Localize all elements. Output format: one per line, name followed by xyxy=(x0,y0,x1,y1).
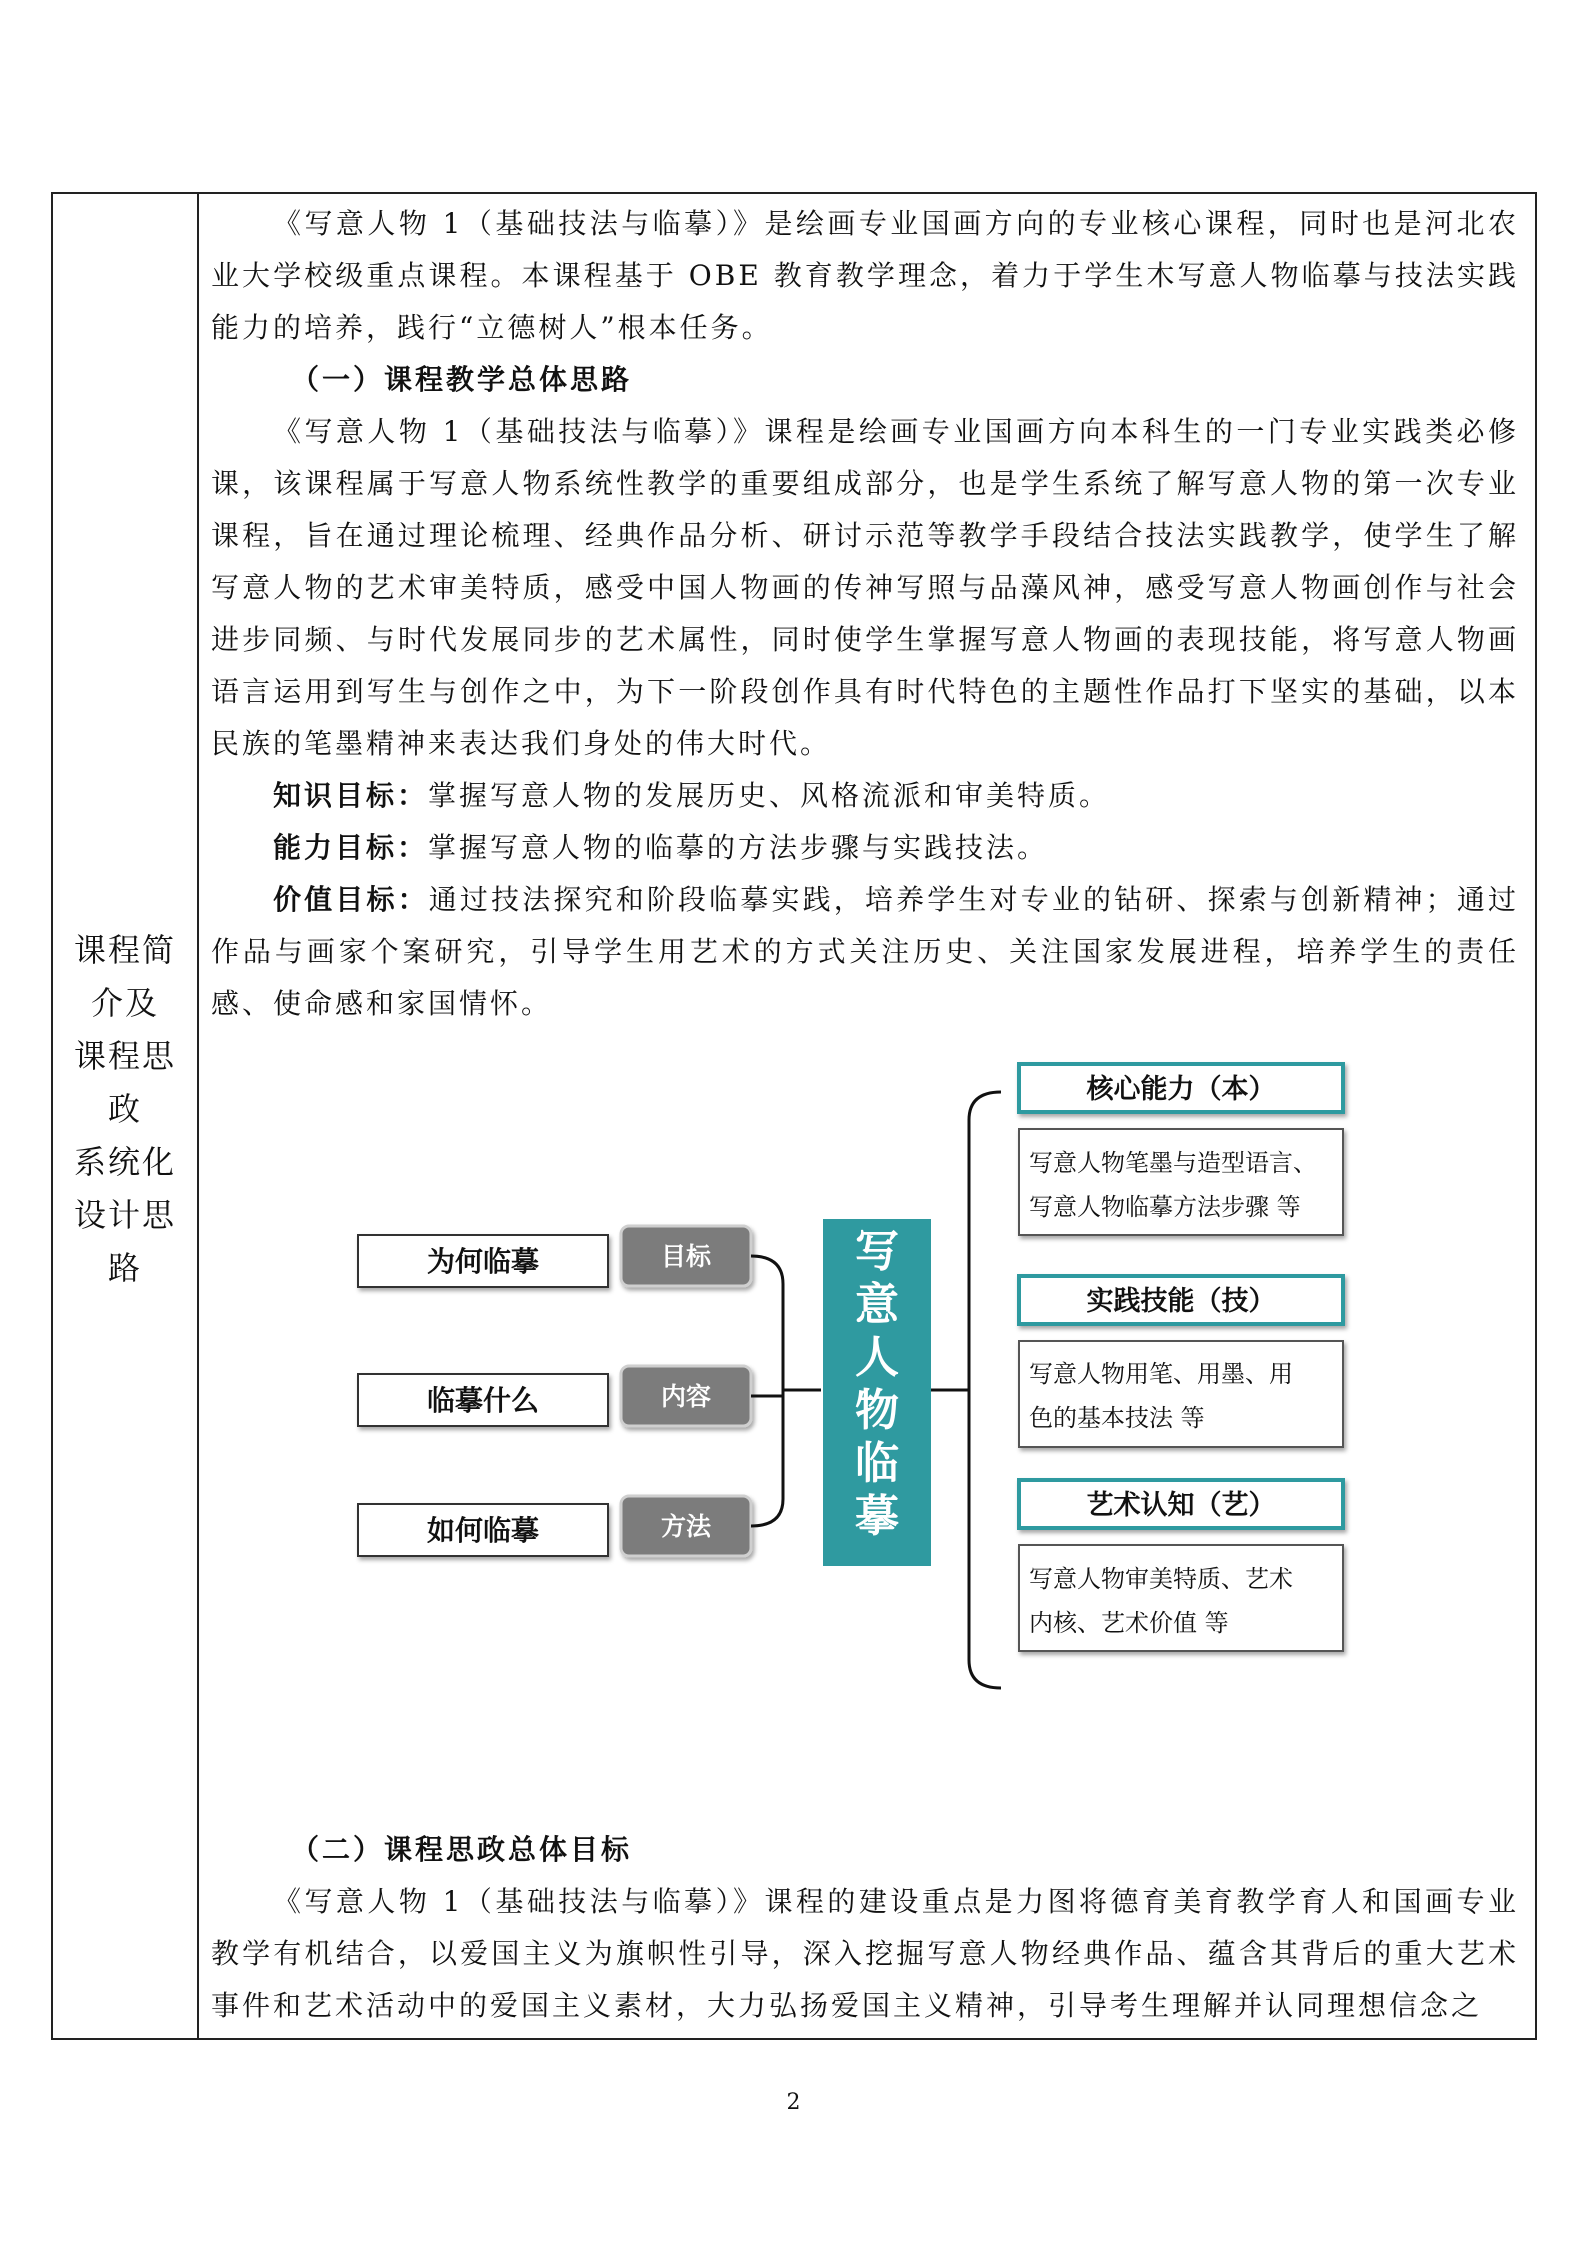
row-header-label xyxy=(53,924,197,1295)
outcome-line: 写意人物审美特质、艺术 xyxy=(1029,1565,1293,1593)
row-header-line: 课程简 xyxy=(73,931,176,969)
tag-text: 目标 xyxy=(660,1242,712,1271)
outcome-line: 写意人物用笔、用墨、用 xyxy=(1029,1360,1293,1388)
outcome-art-cognition xyxy=(1019,1480,1343,1651)
outcome-line: 内核、艺术价值 等 xyxy=(1029,1609,1229,1637)
section-heading-2: （二）课程思政总体目标 xyxy=(291,1833,633,1866)
value-goal-text: 通过技法探究和阶段临摹实践，培养学生对专业的钻研、探索与创新精神；通过作品与画家个案研究，引导学生用艺术的方式关注历史、关注国家发展进程，培养学生的责任感、使命感和家国情怀。 xyxy=(211,883,1519,1020)
center-char: 人 xyxy=(855,1332,899,1383)
row-header-line: 介及 xyxy=(90,984,159,1022)
column-divider xyxy=(197,194,199,2038)
right-bracket xyxy=(931,1092,1001,1688)
course-concept-diagram xyxy=(211,1044,1541,1744)
left-bracket xyxy=(751,1256,821,1526)
overview-paragraph: 《写意人物 1（基础技法与临摹）》课程是绘画专业国画方向本科生的一门专业实践类必修课，该课程属于写意人物系统性教学的重要组成部分，也是学生系统了解写意人物的第一次专业课程，旨在通过理论梳理、经典作品分析、研讨示范等教学手段结合技法实践教学，使学生了解写意人物的艺术审美特质，感受中国人物画的传神写照与品藻风神，感受写意人物画创作与社会进步同频、与时代发展同步的艺术属性，同时使学生掌握写意人物画的表现技能，将写意人物画语言运用到写生与创作之中，为下一阶段创作具有时代特色的主题性作品打下坚实的基础，以本民族的笔墨精神来表达我们身处的伟大时代。 xyxy=(211,415,1519,760)
value-goal xyxy=(211,874,1519,1030)
center-char: 摹 xyxy=(855,1491,899,1542)
tag-method xyxy=(621,1496,751,1556)
row-header-line: 设计思 xyxy=(73,1196,176,1234)
outcome-title: 艺术认知（艺） xyxy=(1086,1490,1276,1521)
center-char: 物 xyxy=(855,1385,899,1436)
outcome-line: 写意人物临摹方法步骤 等 xyxy=(1029,1193,1301,1221)
outcome-line: 写意人物笔墨与造型语言、 xyxy=(1029,1149,1317,1177)
section-heading-1: （一）课程教学总体思路 xyxy=(291,363,633,396)
question-box-why xyxy=(358,1235,608,1287)
tag-content xyxy=(621,1366,751,1426)
ability-goal-lead: 能力目标： xyxy=(273,831,429,864)
outcome-core-ability xyxy=(1019,1064,1343,1235)
question-text: 如何临摹 xyxy=(426,1514,540,1547)
center-char: 写 xyxy=(855,1226,899,1277)
value-goal-lead: 价值目标： xyxy=(273,883,429,916)
question-box-what xyxy=(358,1374,608,1426)
question-text: 临摹什么 xyxy=(426,1384,540,1417)
intro-paragraph: 《写意人物 1（基础技法与临摹）》是绘画专业国画方向的专业核心课程，同时也是河北农业大学校级重点课程。本课程基于 OBE 教育教学理念，着力于学生木写意人物临摹与技法实践能力的培养，践行“立德树人”根本任务。 xyxy=(211,207,1519,344)
knowledge-goal xyxy=(211,770,1519,822)
row-header-line: 课程思 xyxy=(73,1037,176,1075)
center-title-bar xyxy=(823,1219,931,1566)
row-header-line: 路 xyxy=(107,1249,142,1287)
tag-goal xyxy=(621,1226,751,1286)
row-header-line: 政 xyxy=(107,1090,142,1128)
ability-goal-text: 掌握写意人物的临摹的方法步骤与实践技法。 xyxy=(428,831,1049,864)
center-char: 临 xyxy=(855,1438,899,1489)
question-text: 为何临摹 xyxy=(426,1245,540,1278)
center-char: 意 xyxy=(855,1279,899,1330)
outcome-practice-skill xyxy=(1019,1276,1343,1447)
tag-text: 方法 xyxy=(660,1512,712,1541)
outcome-title: 实践技能（技） xyxy=(1086,1286,1276,1317)
outcome-title: 核心能力（本） xyxy=(1086,1074,1276,1105)
question-box-how xyxy=(358,1504,608,1556)
goals-paragraph: 《写意人物 1（基础技法与临摹）》课程的建设重点是力图将德育美育教学育人和国画专业教学有机结合，以爱国主义为旗帜性引导，深入挖掘写意人物经典作品、蕴含其背后的重大艺术事件和艺术活动中的爱国主义素材，大力弘扬爱国主义精神，引导考生理解并认同理想信念之 xyxy=(211,1885,1519,2022)
knowledge-goal-text: 掌握写意人物的发展历史、风格流派和审美特质。 xyxy=(428,779,1111,812)
page-number: 2 xyxy=(786,2090,801,2115)
outcome-line: 色的基本技法 等 xyxy=(1029,1404,1205,1432)
tag-text: 内容 xyxy=(660,1382,712,1411)
row-header-line: 系统化 xyxy=(73,1143,176,1181)
course-table xyxy=(51,192,1537,2040)
knowledge-goal-lead: 知识目标： xyxy=(273,779,429,812)
ability-goal xyxy=(211,822,1519,874)
